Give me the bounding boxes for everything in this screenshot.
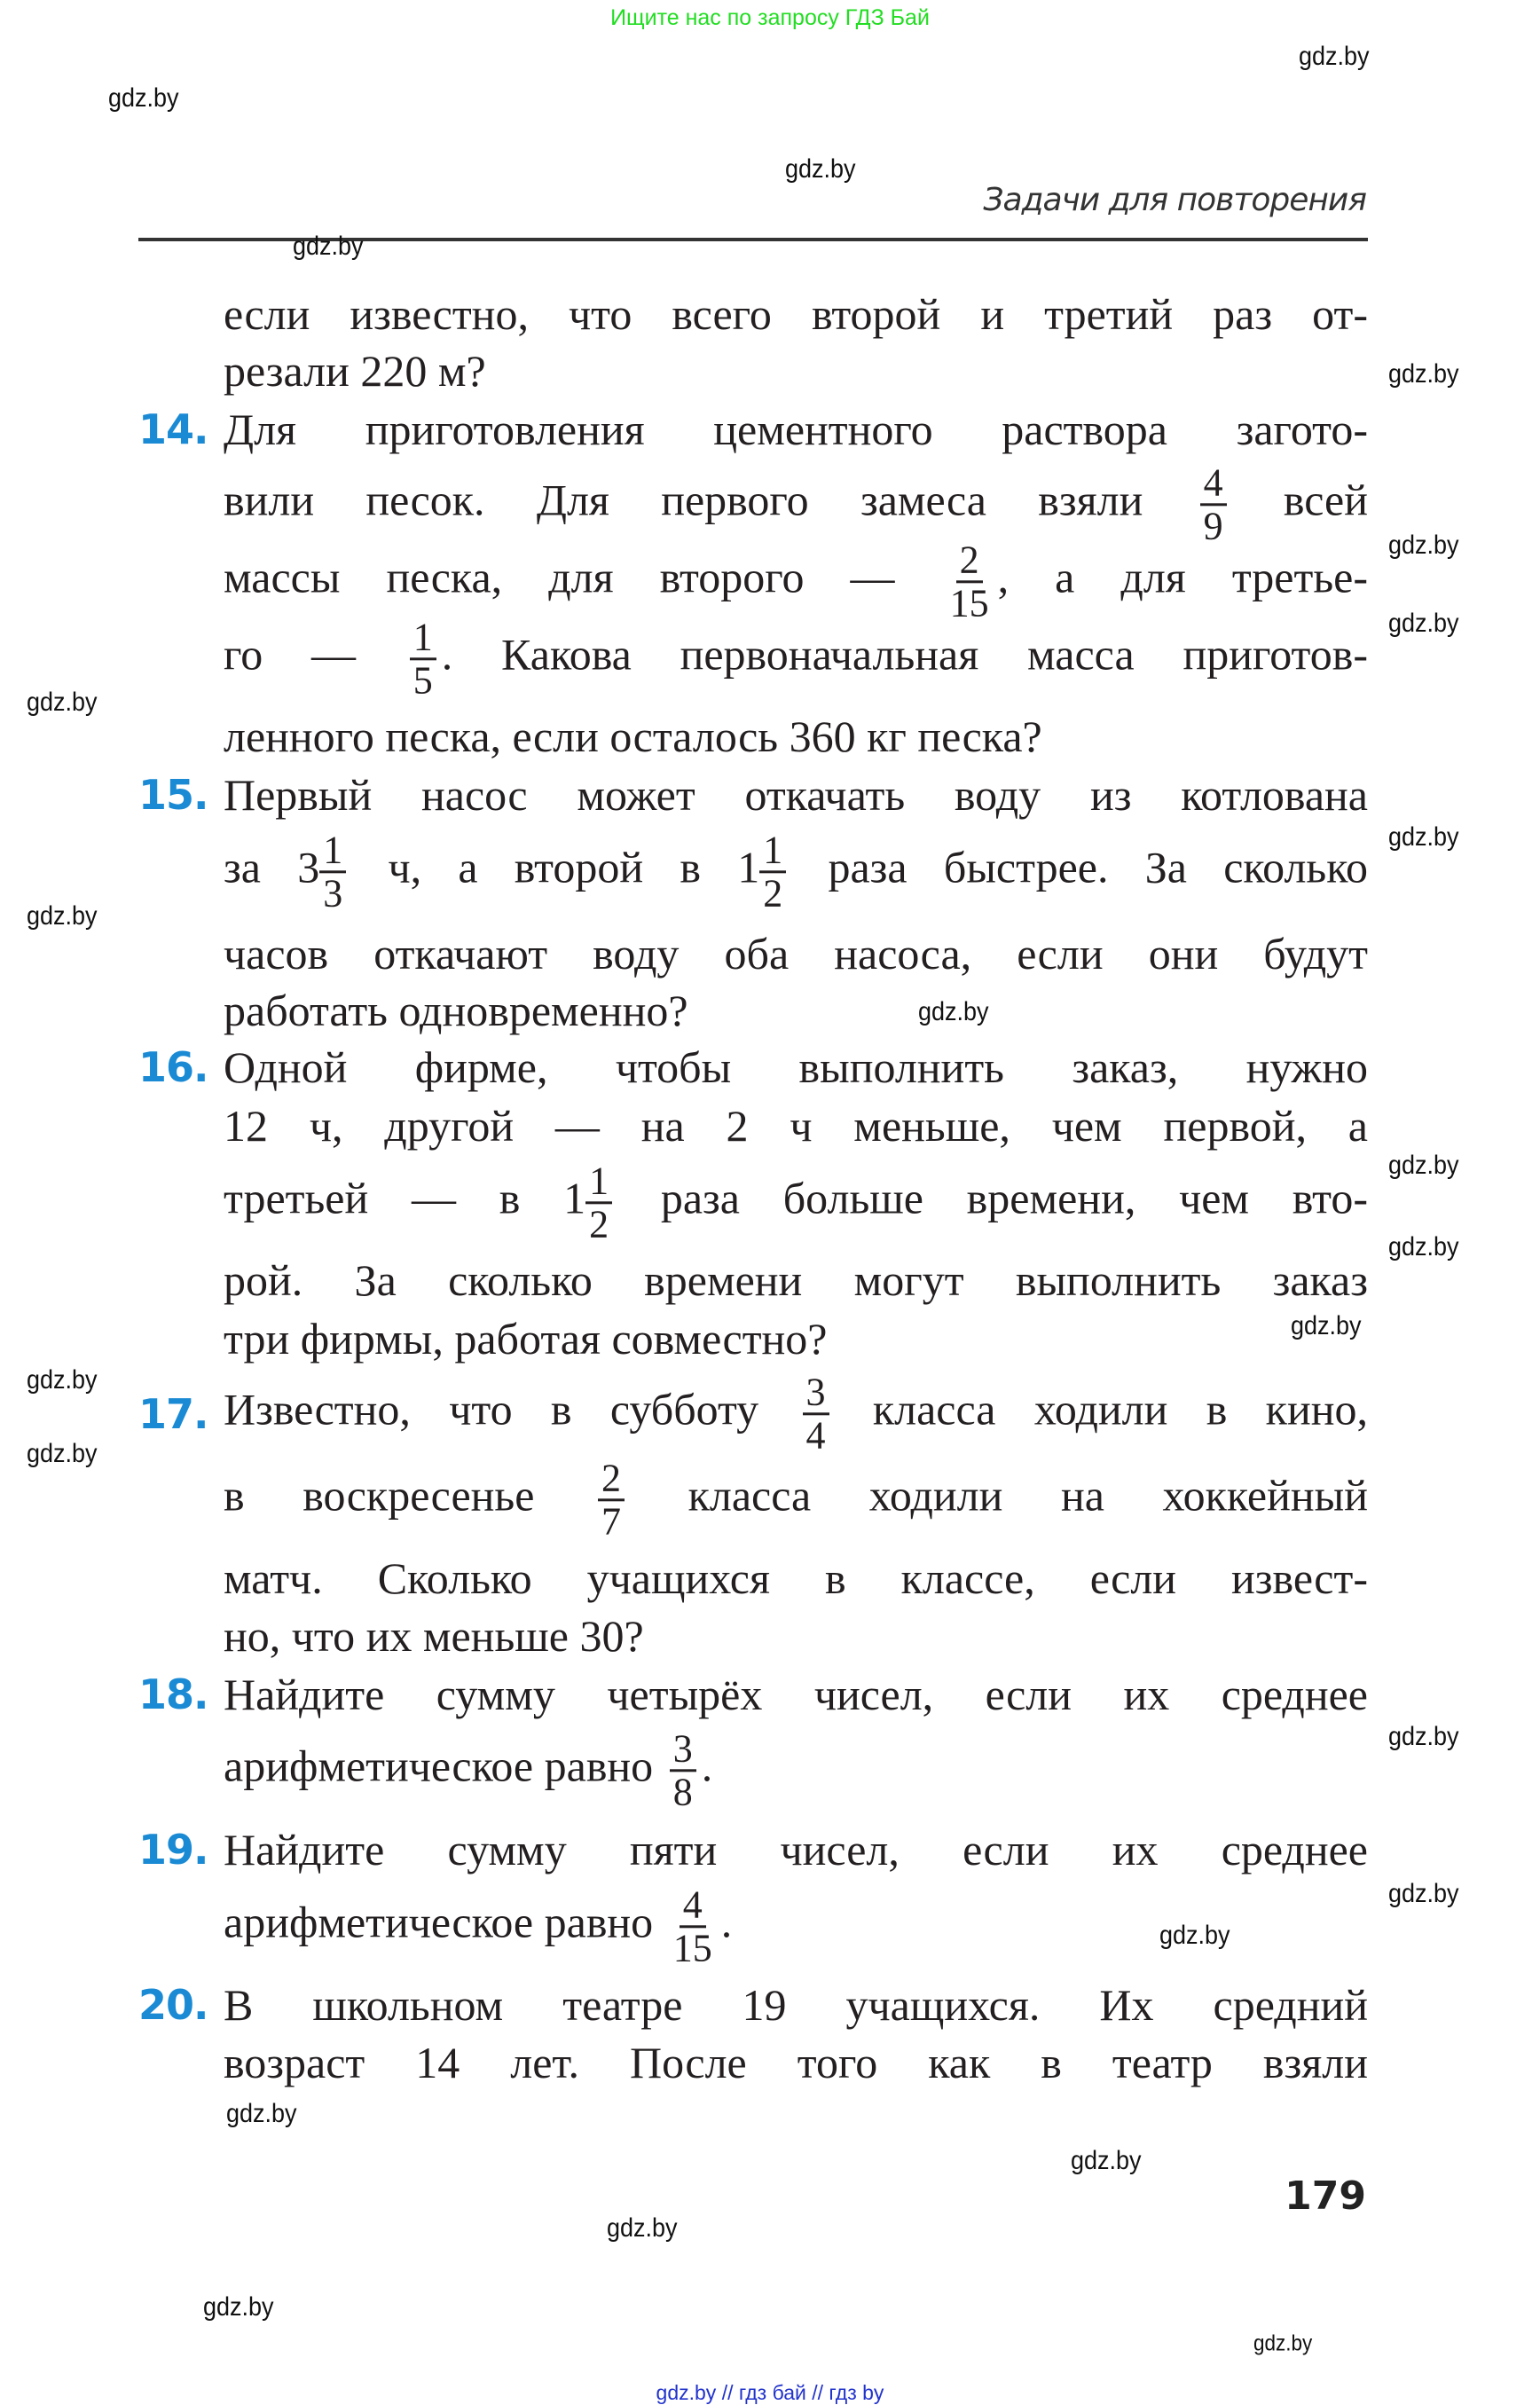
text-segment: Для приготовления цементного раствора загото- — [224, 405, 1368, 454]
text-line — [224, 1728, 1368, 1812]
problem-number: 20. — [138, 1981, 208, 2029]
watermark-text: gdz.by — [918, 997, 989, 1026]
text-segment: Известно, что в субботу — [224, 1384, 798, 1434]
text-segment: третьей — в — [224, 1173, 564, 1223]
text-segment: работать одновременно? — [224, 986, 688, 1035]
fraction-denominator: 15 — [949, 581, 989, 625]
fraction-numerator: 1 — [759, 829, 786, 873]
text-segment: ленного песка, если осталось 360 кг песка? — [224, 711, 1042, 761]
section-header: Задачи для повторения — [983, 182, 1366, 218]
fraction-denominator: 7 — [601, 1499, 621, 1544]
text-segment: . — [701, 1741, 713, 1791]
text-segment: ч, а второй в — [351, 842, 738, 892]
text-segment: если известно, что всего второй и третий раз от- — [224, 289, 1368, 339]
watermark-text: gdz.by — [1388, 1151, 1459, 1180]
watermark-text: gdz.by — [108, 83, 179, 113]
text-line — [224, 929, 1368, 979]
text-line — [224, 346, 1368, 396]
watermark-text: gdz.by — [1388, 359, 1459, 389]
problem-number: 18. — [138, 1670, 208, 1718]
fraction-numerator: 1 — [319, 829, 346, 873]
text-line — [224, 1980, 1368, 2030]
text-segment: Одной фирме, чтобы выполнить заказ, нужно — [224, 1042, 1368, 1092]
watermark-text: gdz.by — [1388, 531, 1459, 560]
text-segment: класса ходили в кино, — [834, 1384, 1368, 1434]
fraction — [319, 829, 346, 914]
text-line — [224, 1458, 1368, 1542]
watermark-text: gdz.by — [293, 232, 364, 261]
problem-number: 17. — [138, 1390, 208, 1438]
text-segment: вили песок. Для первого замеса взяли — [224, 475, 1195, 525]
text-line — [224, 1314, 1368, 1364]
text-segment: резали 220 м? — [224, 346, 486, 396]
text-segment: го — — [224, 629, 405, 680]
fraction-denominator: 9 — [1203, 504, 1223, 548]
text-line — [224, 1101, 1368, 1151]
fraction-numerator: 4 — [1200, 462, 1227, 506]
fraction — [598, 1458, 625, 1542]
text-segment: всей — [1231, 475, 1369, 525]
text-line — [224, 988, 1368, 1033]
text-segment: за — [224, 842, 298, 892]
text-segment: , а для третье- — [997, 552, 1368, 602]
problem-number: 15. — [138, 771, 208, 819]
watermark-text: gdz.by — [1388, 1879, 1459, 1908]
text-line — [224, 1255, 1368, 1305]
text-segment: класса ходили на хоккейный — [629, 1470, 1368, 1521]
text-segment: Первый насос может откачать воду из котлована — [224, 770, 1368, 820]
text-segment: три фирмы, работая совместно? — [224, 1314, 828, 1364]
fraction-denominator: 4 — [805, 1413, 826, 1458]
fraction-denominator: 15 — [672, 1926, 712, 1970]
fraction-denominator: 5 — [412, 658, 433, 703]
text-segment: Найдите сумму пяти чисел, если их среднее — [224, 1825, 1368, 1874]
fraction-numerator: 3 — [803, 1371, 829, 1415]
text-line — [224, 1672, 1368, 1717]
text-line — [224, 770, 1368, 820]
fraction — [670, 1728, 696, 1812]
watermark-text: gdz.by — [226, 2099, 297, 2128]
text-line — [224, 462, 1368, 546]
text-line — [224, 1553, 1368, 1603]
text-line — [224, 617, 1368, 701]
watermark-text: gdz.by — [27, 1365, 98, 1395]
text-segment: рой. За сколько времени могут выполнить заказ — [224, 1255, 1368, 1305]
watermark-text: gdz.by — [1388, 822, 1459, 852]
fraction-denominator: 2 — [589, 1202, 609, 1246]
fraction-numerator: 2 — [956, 539, 983, 583]
text-segment: 12 ч, другой — на 2 ч меньше, чем первой, а — [224, 1101, 1368, 1151]
text-segment: возраст 14 лет. После того как в театр взяли — [224, 2038, 1368, 2087]
fraction-numerator: 1 — [585, 1160, 612, 1204]
watermark-text: gdz.by — [1071, 2146, 1142, 2175]
mixed-number-whole: 1 — [737, 842, 760, 892]
text-line — [224, 539, 1368, 624]
fraction-numerator: 4 — [680, 1884, 706, 1928]
fraction — [803, 1371, 829, 1456]
fraction-denominator: 2 — [763, 871, 783, 916]
watermark-text: gdz.by — [1388, 609, 1459, 638]
text-line — [224, 289, 1368, 339]
text-segment: . — [720, 1897, 733, 1947]
text-segment: Найдите сумму четырёх чисел, если их среднее — [224, 1670, 1368, 1719]
watermark-text: gdz.by — [203, 2292, 274, 2322]
search-banner[interactable]: Ищите нас по запросу ГДЗ Бай — [610, 5, 930, 30]
text-line — [224, 1827, 1368, 1872]
text-segment: но, что их меньше 30? — [224, 1611, 644, 1661]
fraction — [759, 829, 786, 914]
problem-number: 14. — [138, 405, 208, 453]
problem-number: 19. — [138, 1826, 208, 1874]
text-line — [224, 1371, 1368, 1456]
text-line — [224, 1611, 1368, 1661]
problem-number: 16. — [138, 1043, 208, 1091]
mixed-number-whole: 3 — [297, 842, 320, 892]
fraction — [1200, 462, 1227, 546]
watermark-text: gdz.by — [27, 688, 98, 717]
watermark-text: gdz.by — [1388, 1722, 1459, 1751]
fraction — [585, 1160, 612, 1245]
text-line — [224, 1160, 1368, 1245]
watermark-text: gdz.by — [607, 2213, 678, 2243]
text-line — [224, 1042, 1368, 1092]
watermark-text: gdz.by — [1388, 1232, 1459, 1261]
text-line — [224, 829, 1368, 914]
text-segment: в воскресенье — [224, 1470, 593, 1521]
fraction — [410, 617, 436, 701]
text-line — [224, 407, 1368, 452]
text-line — [224, 711, 1368, 761]
fraction — [670, 1884, 716, 1969]
watermark-text: gdz.by — [1253, 2330, 1313, 2356]
watermark-text: gdz.by — [785, 154, 856, 184]
footer-links[interactable]: gdz.by // гдз бай // гдз by — [656, 2381, 884, 2404]
text-segment: . Какова первоначальная масса приготов- — [441, 629, 1369, 680]
watermark-text: gdz.by — [1299, 42, 1370, 71]
page-number: 179 — [1285, 2173, 1366, 2219]
text-segment: арифметическое равно — [224, 1897, 664, 1947]
text-segment: раза быстрее. За сколько — [791, 842, 1368, 892]
watermark-text: gdz.by — [27, 901, 98, 931]
watermark-text: gdz.by — [1159, 1921, 1230, 1950]
mixed-number-whole: 1 — [563, 1173, 586, 1223]
watermark-text: gdz.by — [1291, 1311, 1362, 1340]
fraction-numerator: 1 — [410, 617, 436, 660]
text-segment: матч. Сколько учащихся в классе, если извест- — [224, 1553, 1368, 1603]
fraction-numerator: 2 — [598, 1458, 625, 1501]
text-segment: часов откачают воду оба насоса, если они будут — [224, 929, 1368, 979]
text-segment: раза больше времени, чем вто- — [617, 1173, 1368, 1223]
text-line — [224, 2040, 1368, 2085]
fraction-denominator: 8 — [672, 1770, 693, 1814]
text-segment: В школьном театре 19 учащихся. Их средний — [224, 1980, 1368, 2030]
fraction-denominator: 3 — [323, 871, 343, 916]
fraction — [947, 539, 993, 624]
watermark-text: gdz.by — [27, 1439, 98, 1468]
text-segment: массы песка, для второго — — [224, 552, 941, 602]
fraction-numerator: 3 — [670, 1728, 696, 1772]
text-segment: арифметическое равно — [224, 1741, 664, 1791]
